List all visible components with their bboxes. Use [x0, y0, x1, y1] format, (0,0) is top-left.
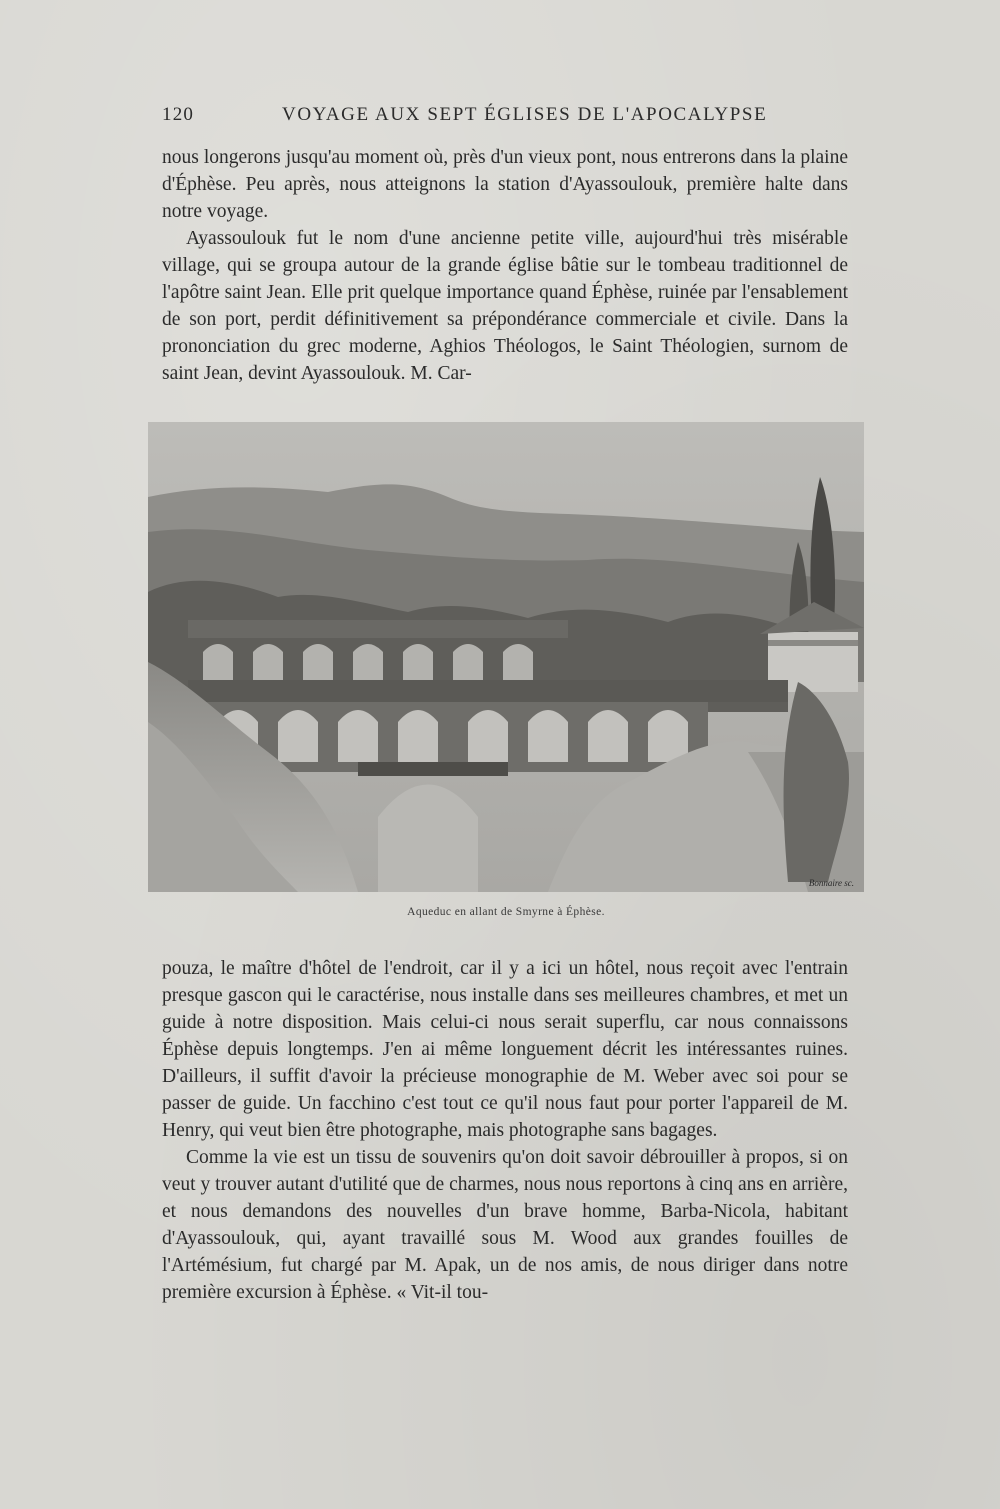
- page-number: 120: [162, 104, 195, 125]
- paragraph-ayassoulouk: Ayassoulouk fut le nom d'une ancienne petite ville, aujourd'hui très misérable village, qui se groupa autour de la grande église bâtie sur le tombeau traditionnel de l'apôtre saint Jean. Elle prit quelque importance quand Éphèse, ruinée par l'ensablement de son port, perdit définitivement sa prépondérance commerciale et civile. Dans la prononciation du grec moderne, Aghios Théologos, le Saint Théologien, surnom de saint Jean, devint Ayassoulouk. M. Car-: [162, 228, 848, 384]
- paragraph-souvenirs: Comme la vie est un tissu de souvenirs qu'on doit savoir débrouiller à propos, si on veut y trouver autant d'utilité que de charmes, nous nous reportons à cinq ans en arrière, et nous demandons des nouvelles d'un brave homme, Barba-Nicola, habitant d'Ayassoulouk, qui, ayant travaillé sous M. Wood aux grandes fouilles de l'Artémésium, fut chargé par M. Apak, un de nos amis, de nous diriger dans notre première excursion à Éphèse. « Vit-il tou-: [162, 1147, 848, 1303]
- running-head: [162, 104, 848, 134]
- aqueduct-illustration: [148, 422, 864, 892]
- paragraph-pouza: pouza, le maître d'hôtel de l'endroit, car il y a ici un hôtel, nous reçoit avec l'entrain presque gascon qui le caractérise, nous installe dans ses meilleures chambres, et met un guide à notre disposition. Mais celui-ci nous serait superflu, car nous connaissons Éphèse depuis longtemps. J'en ai même longuement décrit les intéressantes ruines. D'ailleurs, il suffit d'avoir la précieuse monographie de M. Weber avec soi pour se passer de guide. Un facchino c'est tout ce qu'il nous faut pour porter l'appareil de M. Henry, qui veut bien être photographe, mais photographe sans bagages.: [162, 958, 848, 1141]
- aqueduct-engraving: [148, 422, 864, 892]
- top-text-block: [162, 144, 848, 387]
- paragraph-continued: nous longerons jusqu'au moment où, près d'un vieux pont, nous entrerons dans la plaine d'Éphèse. Peu après, nous atteignons la station d'Ayassoulouk, première halte dans notre voyage.: [162, 147, 848, 222]
- bottom-text-block: [162, 955, 848, 1306]
- figure-caption: Aqueduc en allant de Smyrne à Éphèse.: [407, 906, 605, 918]
- engraver-signature: Bonnaire sc.: [808, 878, 854, 888]
- running-title: VOYAGE AUX SEPT ÉGLISES DE L'APOCALYPSE: [282, 104, 768, 125]
